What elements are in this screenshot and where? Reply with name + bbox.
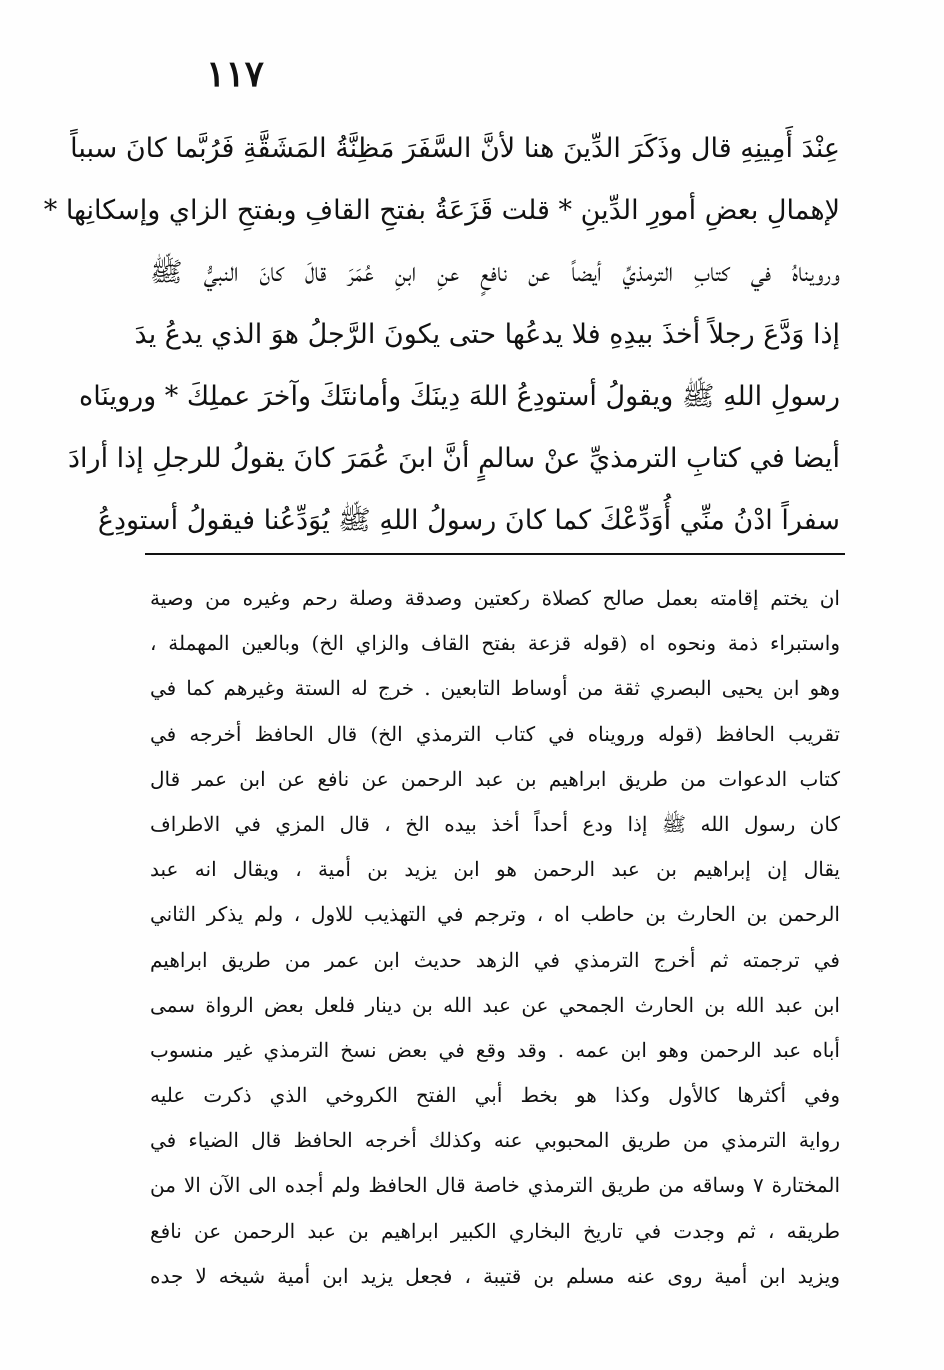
footnote-line: رواية الترمذي من طريق المحبوبي عنه وكذلك أخرجه الحافظ قال الضياء في (150, 1128, 840, 1153)
footnote-line: يقال إن إبراهيم بن عبد الرحمن هو ابن يزيد بن أمية ، ويقال انه عبد (150, 857, 840, 882)
footnote-line: وهو ابن يحيى البصري ثقة من أوساط التابعين . خرج له الستة وغيرهم كما في (150, 676, 840, 701)
page-number: ١١٧ (205, 53, 264, 95)
footnote-line: كان رسول الله ﷺ إذا ودع أحداً أخذ بيده الخ ، قال المزي في الاطراف (150, 811, 840, 836)
main-text-line: إذا وَدَّعَ رجلاً أخذَ بيدِهِ فلا يدعُها حتى يكونَ الرَّجلُ هوَ الذي يدعُ يدَ (134, 319, 840, 350)
footnote-separator (145, 553, 845, 555)
footnote-line: طريقه ، ثم وجدت في تاريخ البخاري الكبير ابراهيم بن عبد الرحمن عن نافع (150, 1218, 840, 1243)
footnote-line: في ترجمته ثم أخرج الترمذي في الزهد حديث ابن عمر من طريق ابراهيم (150, 947, 840, 972)
footnote-line: وفي أكثرها كالأول وكذا هو بخط أبي الفتح الكروخي الذي ذكرت عليه (150, 1083, 840, 1108)
footnote-line: كتاب الدعوات من طريق ابراهيم بن عبد الرحمن عن نافع عن ابن عمر قال (150, 766, 840, 791)
main-text-line: سفراً ادْنُ منِّي أُوَدِّعْكَ كما كانَ رسولُ اللهِ ﷺ يُوَدِّعُنا فيقولُ أستودِعُ (97, 505, 840, 536)
footnote-line: واستبراء ذمة ونحوه اه (قوله قزعة بفتح القاف والزاي الخ) وبالعين المهملة ، (150, 631, 840, 656)
footnote-line: ان يختم إقامته بعمل صالح كصلاة ركعتين وصدقة وصلة رحم وغيره من وصية (150, 586, 840, 610)
main-text-line: أيضا في كتابِ الترمذيِّ عنْ سالمٍ أنَّ ابنَ عُمَرَ كانَ يقولُ للرجلِ إذا أرادَ (68, 443, 840, 474)
footnote-line: المختارة ٧ وساقه من طريق الترمذي خاصة قال الحافظ ولم أجده الى الآن الا من (150, 1173, 841, 1198)
footnote-line: تقريب الحافظ (قوله ورويناه في كتاب الترمذي الخ) قال الحافظ أخرجه في (150, 721, 840, 746)
main-text-line: لإهمالِ بعضِ أمورِ الدِّينِ * قلت قَزَعَةُ بفتحِ القافِ وبفتحِ الزاي وإسكانِها * (43, 195, 840, 226)
footnotes (150, 576, 840, 1299)
main-text-line: رسولِ اللهِ ﷺ ويقولُ أستودِعُ اللهَ دِينَكَ وأمانتَكَ وآخرَ عملِكَ * وروينَاه (79, 381, 840, 412)
footnote-line: الرحمن بن الحارث بن حاطب اه ، وترجم في التهذيب للاول ، ولم يذكر الثاني (150, 902, 840, 927)
footnote-line: ابن عبد الله بن الحارث الجمحي عن عبد الله بن دينار فلعل بعض الرواة سمى (150, 992, 840, 1017)
main-text-line: ورويناهُ في كتابِ الترمذيِّ أيضاً عن نافعٍ عنِ ابنِ عُمَرَ قالَ كانَ النبيُّ ﷺ (150, 257, 840, 288)
footnote-line: أباه عبد الرحمن وهو ابن عمه . وقد وقع في بعض نسخ الترمذي غير منسوب (150, 1037, 840, 1062)
main-text (43, 118, 840, 552)
footnote-line: ويزيد ابن أمية روى عنه مسلم بن قتيبة ، فجعل يزيد ابن أمية شيخه لا جده (150, 1263, 840, 1288)
main-text-line: عِنْدَ أَمِينِهِ قال وذَكَرَ الدِّينَ هنا لأنَّ السَّفَرَ مَظِنَّةُ المَشَقَّةِ فَرُبَّما كانَ سبباً (70, 133, 840, 164)
